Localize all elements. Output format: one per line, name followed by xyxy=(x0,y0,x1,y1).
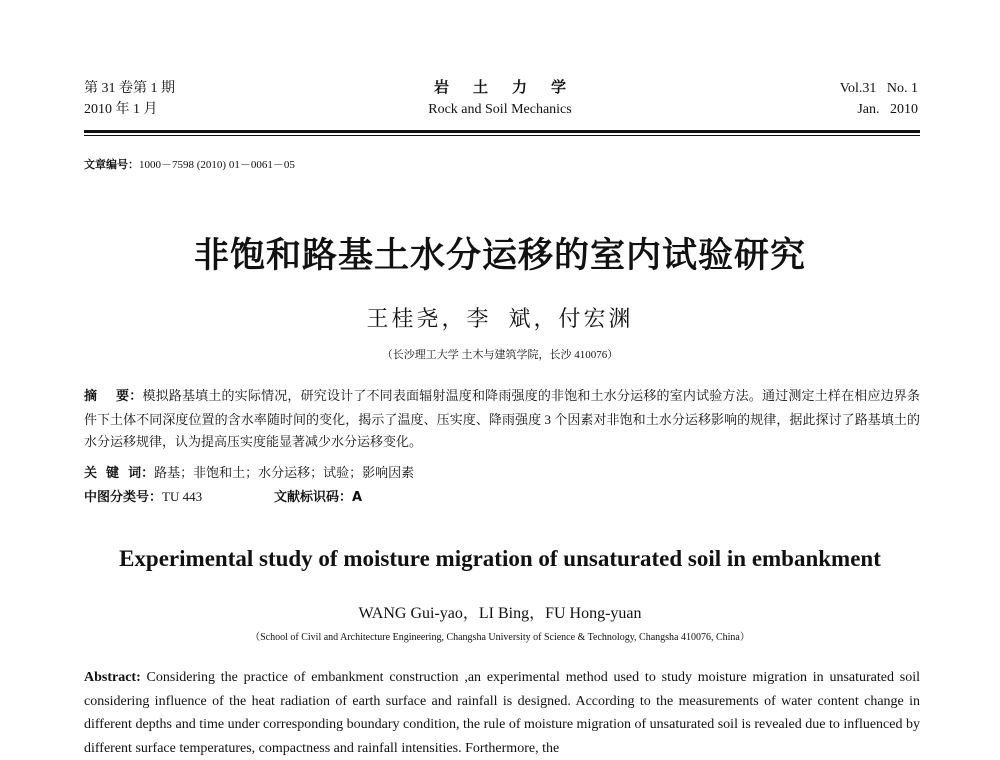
header-rule-thick xyxy=(84,130,920,133)
article-number xyxy=(84,156,295,172)
affiliation-cn: （长沙理工大学 土木与建筑学院，长沙 410076） xyxy=(381,349,619,361)
journal-name-cn: 岩土力学 xyxy=(433,80,590,96)
journal-name-en: Rock and Soil Mechanics xyxy=(428,102,572,117)
keywords-cn-text: 路基；非饱和土；水分运移；试验；影响因素 xyxy=(154,465,415,480)
classification-row xyxy=(84,486,363,509)
abstract-cn-text: 模拟路基填土的实际情况，研究设计了不同表面辐射温度和降雨强度的非饱和土水分运移的室内试验方法。通过测定土样在相应边界条件下土体不同深度位置的含水率随时间的变化，揭示了温度、压实度、降雨强度 3 个因素对非饱和土水分运移影响的规律，据此探讨了路基填土的水分运移规律，认为提高压实度能显著减少水分运移变化。 xyxy=(84,388,920,449)
article-number-label: 文章编号： xyxy=(84,159,139,171)
keywords-cn-label: 关 键 词： xyxy=(84,466,155,481)
document-code-label: 文献标识码： xyxy=(274,490,353,505)
document-code xyxy=(274,486,362,509)
date-en: Jan. 2010 xyxy=(857,102,918,117)
document-code-value: A xyxy=(352,490,363,505)
header-right xyxy=(840,78,918,120)
abstract-en xyxy=(84,666,920,760)
abstract-cn-label: 摘 要： xyxy=(84,389,143,404)
keywords-cn xyxy=(84,462,414,485)
date-cn: 2010 年 1 月 xyxy=(84,102,158,117)
volume-issue-cn: 第 31 卷第 1 期 xyxy=(84,81,175,96)
authors-en: WANG Gui-yao，LI Bing，FU Hong-yuan xyxy=(358,605,642,622)
header-rule-thin xyxy=(84,135,920,136)
paper-title-en: Experimental study of moisture migration of unsaturated soil in embankment xyxy=(119,546,881,571)
affiliation-en: （School of Civil and Architecture Engineering, Changsha University of Science & Technology, Changsha 410076, China） xyxy=(250,632,750,643)
authors-cn: 王桂尧，李 斌，付宏渊 xyxy=(366,306,634,331)
clc-value: TU 443 xyxy=(162,489,203,504)
paper-title-cn: 非饱和路基土水分运移的室内试验研究 xyxy=(193,236,806,276)
abstract-cn xyxy=(84,385,920,454)
article-number-value: 1000－7598 (2010) 01－0061－05 xyxy=(139,159,295,171)
abstract-en-text: Considering the practice of embankment construction ,an experimental method used to study moisture migration in unsaturated soil considering influence of the heat radiation of earth surface and rainfall is designed. According to the measurements of water content change in different depths and time under corresponding boundary condition, the rule of moisture migration of unsaturated soil is revealed due to influenced by different surface temperatures, compactness and rainfall intensities. Forthermore, the xyxy=(84,670,920,756)
clc-label: 中图分类号： xyxy=(84,490,163,505)
volume-issue-en: Vol.31 No. 1 xyxy=(839,81,918,96)
abstract-en-label: Abstract: xyxy=(84,670,141,685)
